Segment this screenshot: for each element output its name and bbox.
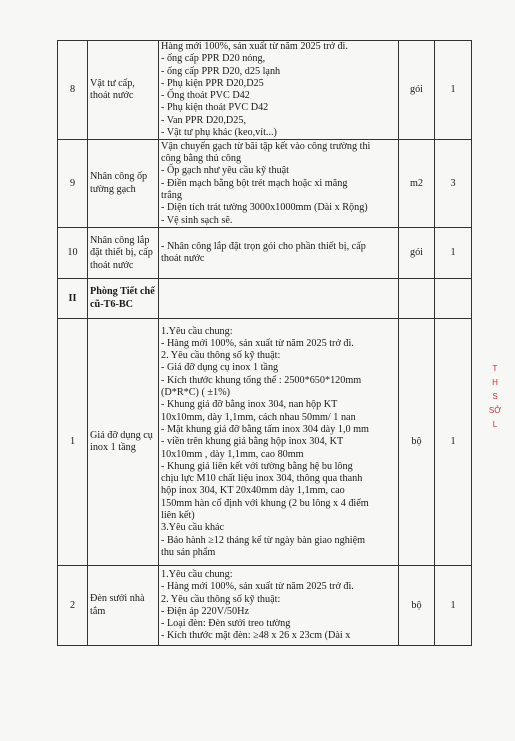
desc-line: - Vật tư phụ khác (keo,vít...) (161, 127, 277, 139)
desc-line: thoát nước (161, 253, 205, 265)
desc-line: - Ốp gạch như yêu cầu kỹ thuật (161, 165, 290, 177)
section-title: Phòng Tiết chế cũ-T6-BC (88, 279, 159, 319)
stamp-mark: L (492, 420, 498, 429)
row-number: 10 (58, 228, 88, 279)
desc-line: 1.Yêu cầu chung: (161, 568, 233, 580)
empty-cell (399, 279, 435, 319)
item-description (159, 41, 399, 140)
item-unit: bộ (399, 319, 435, 566)
desc-line: - Điền mạch bằng bột trét mạch hoặc xi măng (161, 177, 348, 189)
table-row (58, 140, 472, 228)
desc-line: - Kích thước mặt đèn: ≥48 x 26 x 23cm (Dài x (161, 630, 351, 642)
desc-line: 150mm hàn cố định với khung (2 bu lông x 4 điểm (161, 497, 369, 509)
spec-table (57, 40, 472, 646)
desc-line: - Khung giá liên kết với tường bằng hệ bu lông (161, 460, 353, 472)
desc-line: 3.Yêu cầu khác (161, 522, 225, 534)
item-name: Vật tư cấp, thoát nước (88, 41, 159, 140)
desc-line: 2. Yêu cầu thông số kỹ thuật: (161, 350, 281, 362)
row-number: 2 (58, 566, 88, 646)
item-description (159, 140, 399, 228)
item-description (159, 566, 399, 646)
section-number: II (58, 279, 88, 319)
desc-line: 10x10mm , dày 1,1mm, cao 80mm (161, 448, 304, 460)
desc-line: - Ống thoát PVC D42 (161, 90, 250, 102)
item-quantity: 1 (435, 228, 472, 279)
desc-line: - Diện tích trát tường 3000x1000mm (Dài x Rộng) (161, 202, 368, 214)
item-unit: gói (399, 228, 435, 279)
table-row (58, 41, 472, 140)
table-row (58, 228, 472, 279)
item-unit: m2 (399, 140, 435, 228)
desc-line: - Điện áp 220V/50Hz (161, 605, 249, 617)
section-row (58, 279, 472, 319)
desc-line: - Kích thước khung tổng thể : 2500*650*120mm (161, 374, 362, 386)
stamp-mark: H (492, 378, 498, 387)
table-row (58, 566, 472, 646)
desc-line: hộp inox 304, KT 20x40mm dày 1,1mm, cao (161, 485, 345, 497)
desc-line: trắng (161, 190, 182, 202)
item-unit: gói (399, 41, 435, 140)
desc-line: (D*R*C) ( ±1%) (161, 387, 230, 399)
row-number: 8 (58, 41, 88, 140)
desc-line: liên kết) (161, 510, 195, 521)
item-name: Nhân công lắp đặt thiết bị, cấp thoát nước (88, 228, 159, 279)
item-name: Đèn sưởi nhà tắm (88, 566, 159, 646)
empty-cell (435, 279, 472, 319)
desc-line: Hàng mới 100%, sản xuất từ năm 2025 trở đi. (161, 41, 348, 52)
desc-line: 1.Yêu cầu chung: (161, 325, 233, 337)
item-quantity: 3 (435, 140, 472, 228)
desc-line: chịu lực M10 chất liệu inox 304, thông qua thanh (161, 473, 363, 485)
desc-line: - Hàng mới 100%, sản xuất từ năm 2025 trở đi. (161, 337, 354, 349)
stamp-mark: SỞ (488, 406, 502, 415)
item-description (159, 228, 399, 279)
desc-line: - viền trên khung giá bằng hộp inox 304, KT (161, 436, 344, 448)
desc-line: 10x10mm, dày 1,1mm, cách nhau 50mm/ 1 nan (161, 411, 356, 423)
desc-line: thu sản phẩm (161, 546, 216, 558)
desc-line: - Phụ kiện thoát PVC D42 (161, 102, 269, 114)
desc-line: - Giá đỡ dụng cụ inox 1 tầng (161, 362, 279, 374)
desc-line: - ống cấp PPR D20 nóng, (161, 53, 266, 65)
table-row (58, 319, 472, 566)
desc-line: Vận chuyển gạch từ bãi tập kết vào công trường thi (161, 140, 371, 152)
desc-line: - Van PPR D20,D25, (161, 114, 247, 126)
item-quantity: 1 (435, 566, 472, 646)
desc-line: 2. Yêu cầu thông số kỹ thuật: (161, 593, 281, 605)
desc-line: - Loại đèn: Đèn sưởi treo tường (161, 618, 291, 630)
desc-line: công bằng thủ công (161, 153, 242, 165)
item-description (159, 319, 399, 566)
desc-line: - Khung giá đỡ bằng inox 304, nan hộp KT (161, 399, 338, 411)
item-name: Nhân công ốp tường gạch (88, 140, 159, 228)
row-number: 1 (58, 319, 88, 566)
stamp-mark: T (492, 364, 498, 373)
desc-line: - Hàng mới 100%, sản xuất từ năm 2025 trở đi. (161, 581, 354, 593)
item-name: Giá đỡ dụng cụ inox 1 tầng (88, 319, 159, 566)
stamp-mark: S (492, 392, 498, 401)
desc-line: - Bảo hành ≥12 tháng kể từ ngày bàn giao nghiệm (161, 534, 366, 546)
row-number: 9 (58, 140, 88, 228)
desc-line: - Nhân công lắp đặt trọn gói cho phần thiết bị, cấp (161, 241, 366, 253)
desc-line: - Vệ sinh sạch sẽ. (161, 214, 233, 226)
desc-line: - ống cấp PPR D20, d25 lạnh (161, 65, 281, 77)
item-unit: bộ (399, 566, 435, 646)
item-quantity: 1 (435, 319, 472, 566)
item-quantity: 1 (435, 41, 472, 140)
empty-cell (159, 279, 399, 319)
red-stamp-fragment (484, 362, 506, 432)
desc-line: - Mặt khung giá đỡ bằng tấm inox 304 dày 1,0 mm (161, 423, 369, 435)
desc-line: - Phụ kiện PPR D20,D25 (161, 77, 264, 89)
